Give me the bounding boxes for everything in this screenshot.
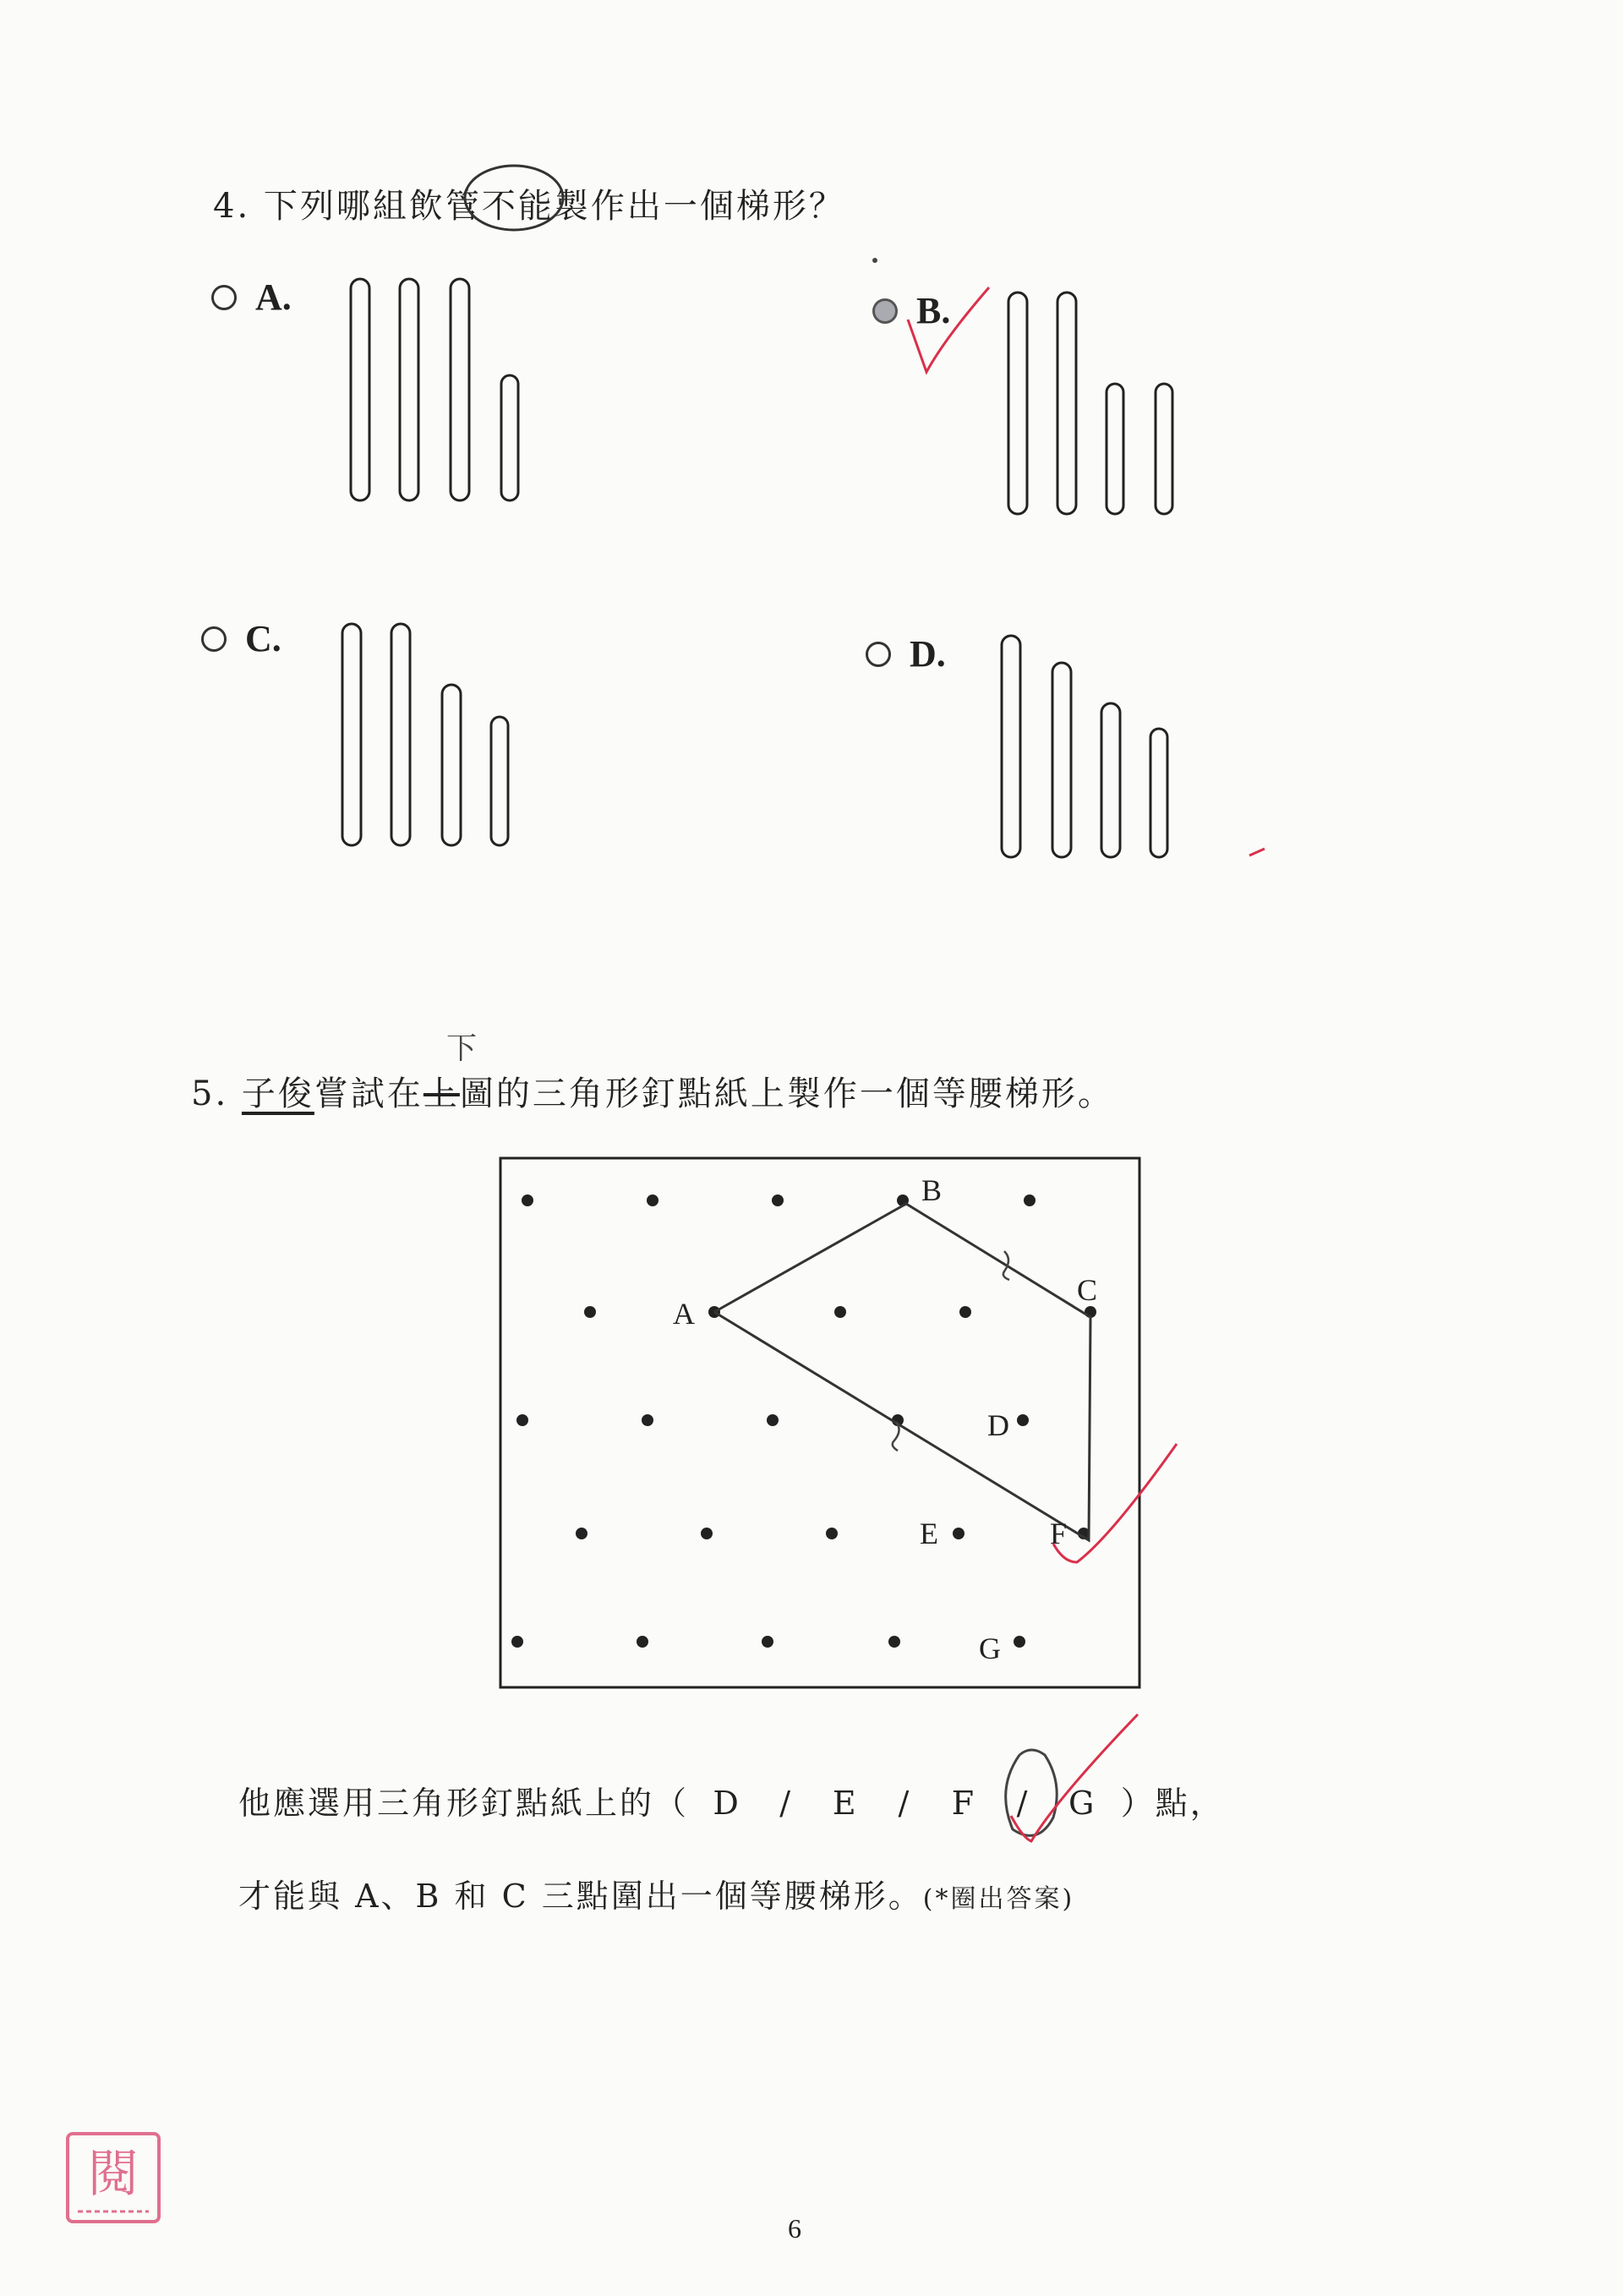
q4-option-d[interactable] bbox=[866, 632, 946, 675]
dot-paper-border bbox=[500, 1158, 1139, 1687]
q4-prompt bbox=[213, 179, 845, 227]
grid-dot bbox=[642, 1414, 653, 1426]
tick-mark-af bbox=[893, 1422, 899, 1451]
q5-handwritten-correction: 下 bbox=[446, 1031, 480, 1066]
option-b-radio[interactable] bbox=[872, 298, 898, 324]
option-d-radio[interactable] bbox=[866, 642, 891, 667]
grid-dot bbox=[701, 1528, 713, 1539]
option-a-radio[interactable] bbox=[211, 285, 237, 310]
grid-dot bbox=[511, 1636, 523, 1648]
grid-dot bbox=[959, 1306, 971, 1318]
grid-dot bbox=[1017, 1414, 1029, 1426]
grid-dot bbox=[953, 1528, 965, 1539]
q5-text-part1: 嘗試在 bbox=[314, 1074, 424, 1113]
stamp-text: 閱 bbox=[88, 2145, 139, 2204]
choice-f[interactable]: F bbox=[951, 1785, 977, 1822]
choice-e[interactable]: E bbox=[832, 1785, 859, 1822]
grid-dot bbox=[826, 1528, 838, 1539]
option-b-label: B. bbox=[916, 290, 951, 331]
answer-note: (*圈出答案) bbox=[922, 1884, 1075, 1914]
q5-number: 5. bbox=[191, 1074, 229, 1113]
choice-d[interactable]: D bbox=[713, 1785, 741, 1822]
q4-number: 4. bbox=[213, 187, 251, 226]
trapezoid-outline bbox=[714, 1204, 1090, 1540]
q4-option-a[interactable] bbox=[211, 276, 292, 319]
tick-icon bbox=[1249, 849, 1265, 856]
choice-separator: / bbox=[1016, 1785, 1030, 1822]
point-label-g: G bbox=[979, 1632, 1001, 1665]
q4-text-after: 製作出一個梯形？ bbox=[554, 187, 845, 226]
option-a-label: A. bbox=[255, 276, 292, 318]
option-d-label: D. bbox=[910, 633, 946, 675]
page-number: 6 bbox=[788, 2213, 801, 2244]
point-label-b: B bbox=[921, 1173, 943, 1207]
grid-dot bbox=[576, 1528, 587, 1539]
answer-suffix: ）點， bbox=[1120, 1785, 1225, 1822]
grid-dot bbox=[647, 1194, 658, 1206]
grid-dot bbox=[637, 1636, 648, 1648]
choice-separator: / bbox=[779, 1785, 794, 1822]
point-label-a: A bbox=[673, 1297, 695, 1331]
q5-student-name: 子俊 bbox=[241, 1074, 314, 1113]
grid-dot bbox=[1024, 1194, 1036, 1206]
grid-dot bbox=[522, 1194, 533, 1206]
choice-g[interactable]: G bbox=[1068, 1785, 1097, 1822]
option-c-label: C. bbox=[245, 618, 281, 659]
grid-dot bbox=[767, 1414, 779, 1426]
grid-dot bbox=[1014, 1636, 1025, 1648]
answer-prefix: 他應選用三角形釘點紙上的（ bbox=[238, 1785, 690, 1822]
q5-answer-line-2 bbox=[238, 1870, 1074, 1916]
grid-dot bbox=[584, 1306, 596, 1318]
q5-prompt bbox=[191, 1067, 1114, 1115]
grid-dot bbox=[762, 1636, 773, 1648]
point-label-d: D bbox=[987, 1408, 1009, 1442]
point-label-f: F bbox=[1050, 1517, 1068, 1550]
option-a-straws bbox=[342, 271, 537, 507]
triangle-dot-paper bbox=[499, 1156, 1141, 1689]
point-label-e: E bbox=[920, 1517, 938, 1550]
grid-dot bbox=[772, 1194, 784, 1206]
teacher-stamp bbox=[64, 2130, 162, 2225]
grid-dot bbox=[516, 1414, 528, 1426]
q4-text-before: 下列哪組飲管 bbox=[263, 187, 482, 226]
answer-line2-text: 才能與 A、B 和 C 三點圍出一個等腰梯形。 bbox=[238, 1878, 923, 1915]
choice-separator: / bbox=[898, 1785, 912, 1822]
q4-option-c[interactable] bbox=[201, 617, 281, 660]
option-d-straws bbox=[993, 627, 1188, 864]
q5-answer-line bbox=[238, 1777, 1225, 1823]
q4-option-b[interactable] bbox=[872, 289, 950, 332]
q5-text-part2: 圖的三角形釘點紙上製作一個等腰梯形。 bbox=[459, 1074, 1114, 1113]
grid-dot bbox=[888, 1636, 900, 1648]
option-c-radio[interactable] bbox=[201, 626, 227, 652]
option-b-straws bbox=[1002, 284, 1188, 521]
pencil-dot-icon bbox=[872, 258, 877, 263]
point-label-c: C bbox=[1077, 1273, 1098, 1307]
grid-dot bbox=[834, 1306, 846, 1318]
q4-circled-text: 不能 bbox=[481, 187, 555, 226]
option-c-straws bbox=[334, 615, 528, 852]
q5-struck-word: 上 bbox=[423, 1074, 460, 1113]
